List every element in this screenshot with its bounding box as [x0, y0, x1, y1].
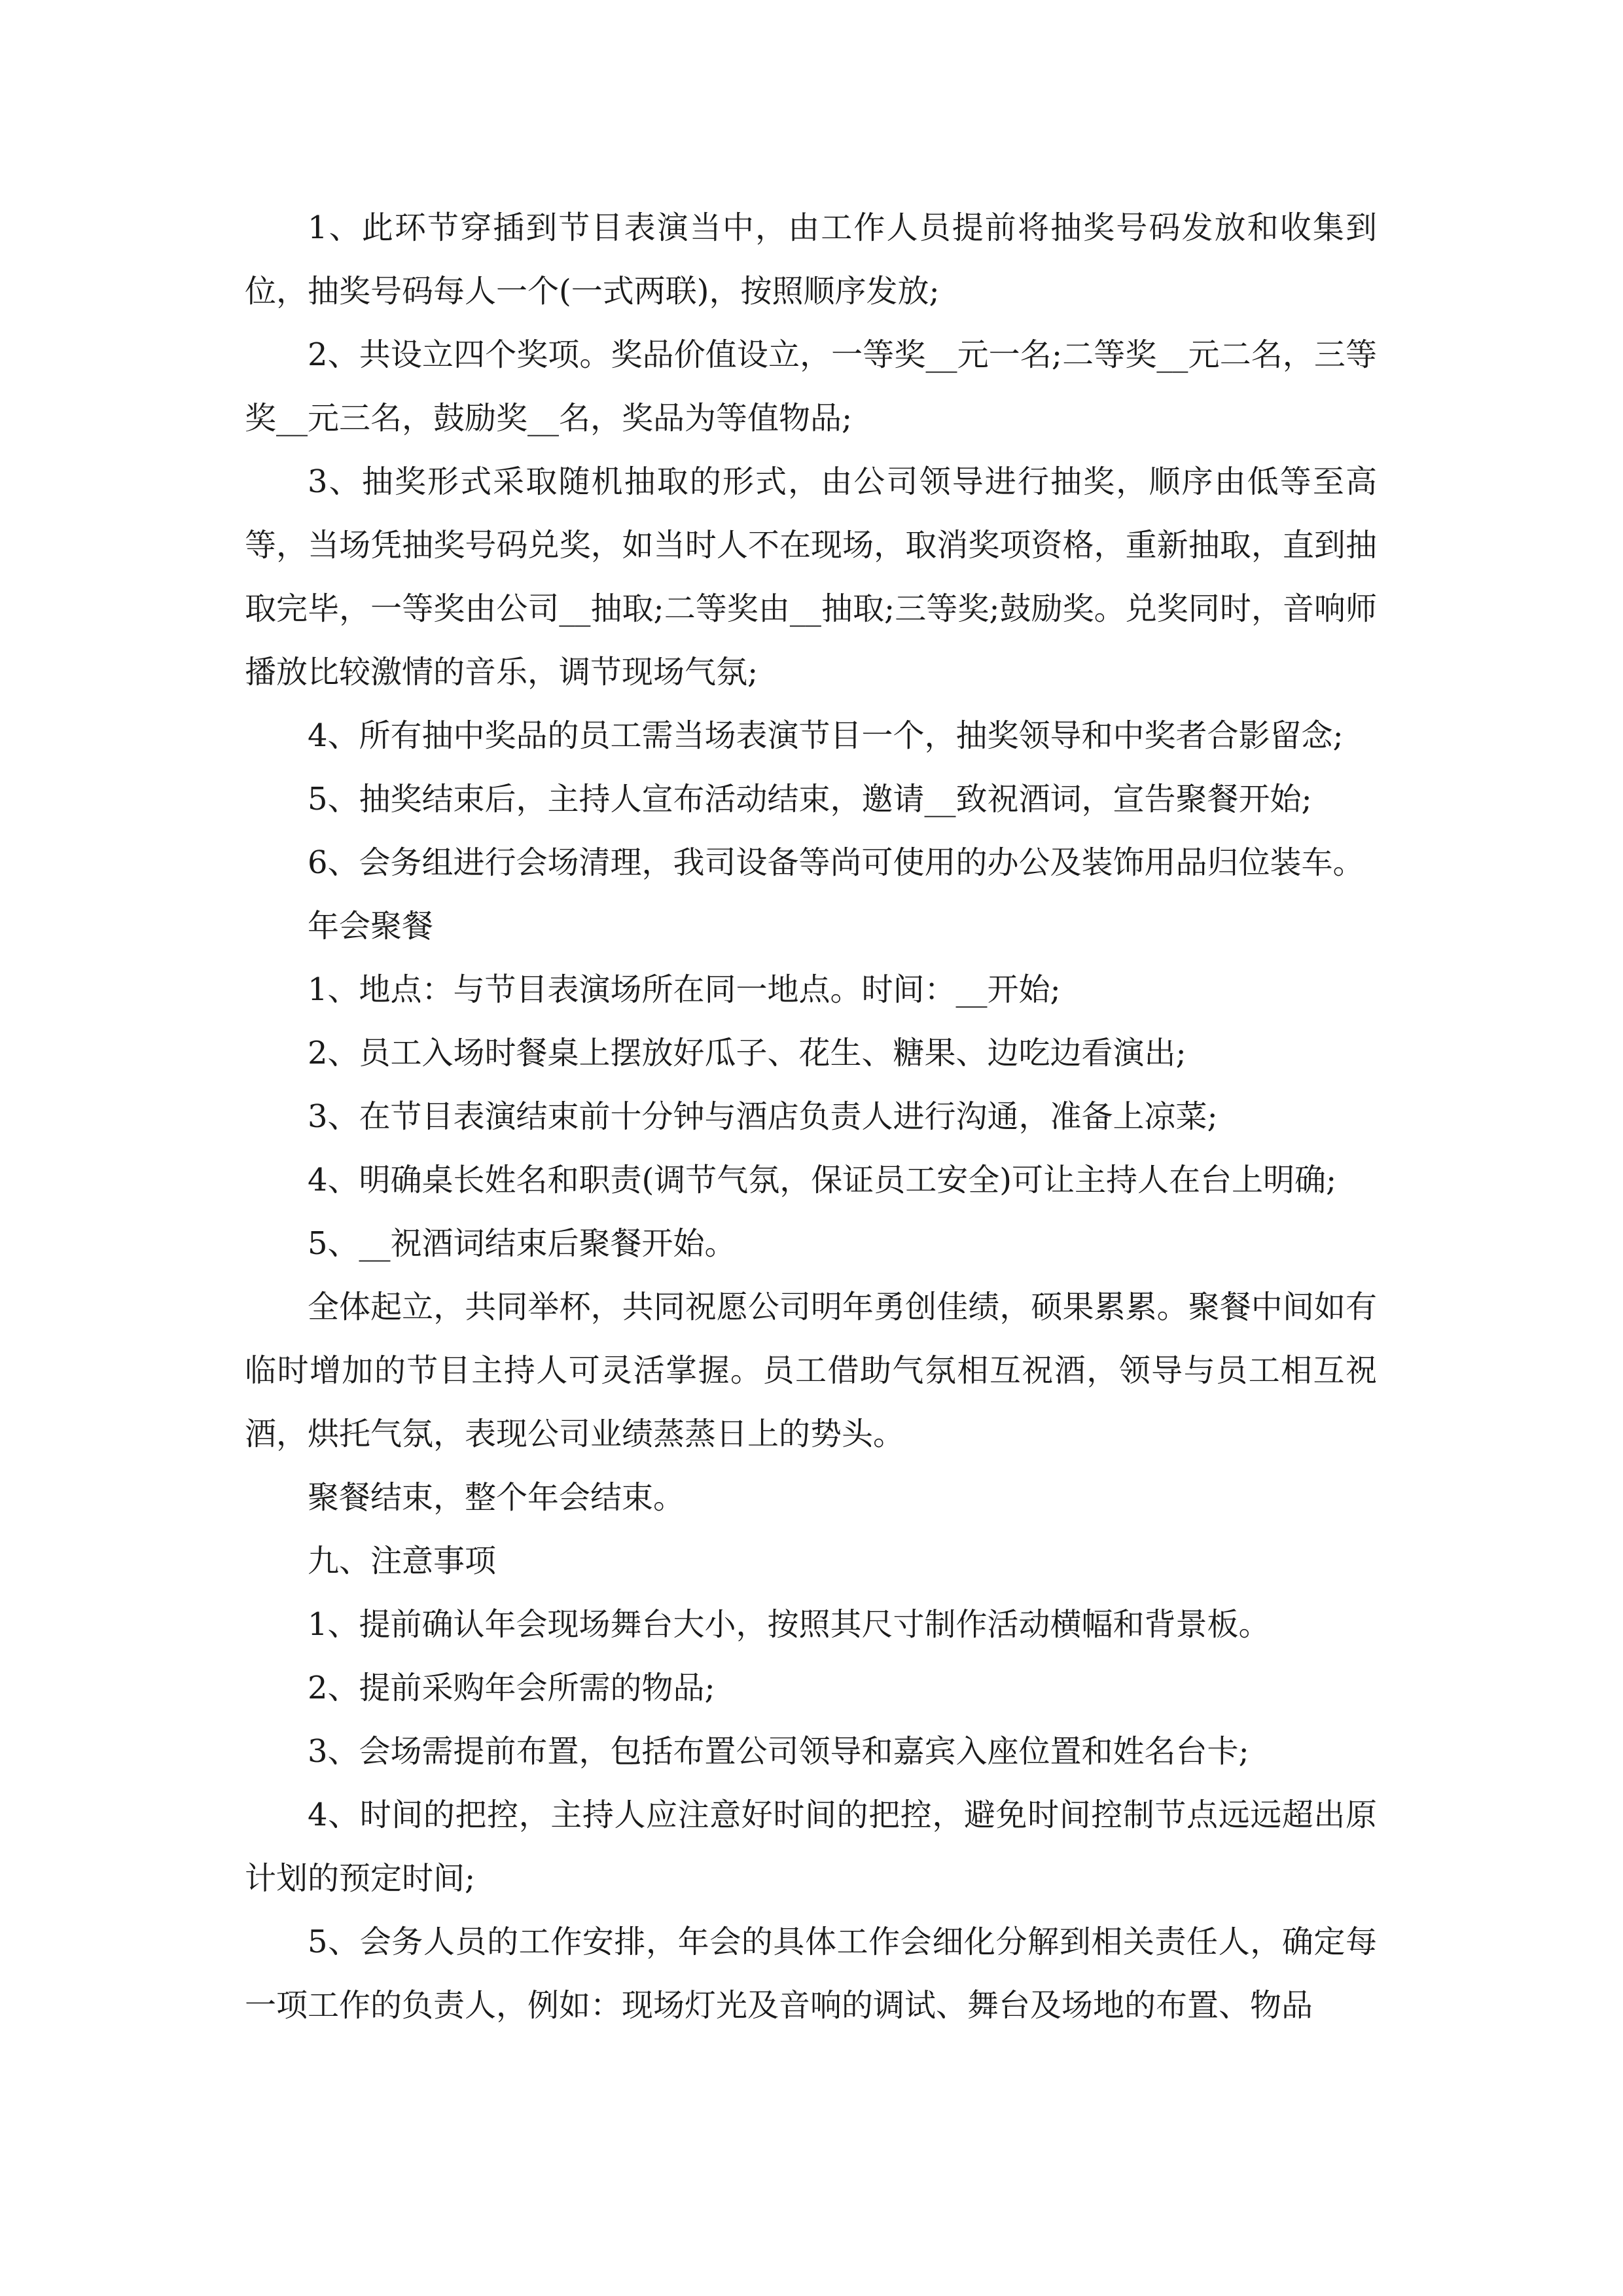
prize-draw-item-6: 6、会务组进行会场清理，我司设备等尚可使用的办公及装饰用品归位装车。	[308, 844, 1364, 881]
banquet-item-5: 5、__祝酒词结束后聚餐开始。	[308, 1225, 736, 1262]
prize-draw-item-5: 5、抽奖结束后，主持人宣布活动结束，邀请__致祝酒词，宣告聚餐开始;	[308, 781, 1312, 817]
banquet-closing: 聚餐结束，整个年会结束。	[308, 1479, 685, 1516]
section-heading-banquet: 年会聚餐	[308, 908, 434, 944]
banquet-description: 全体起立，共同举杯，共同祝愿公司明年勇创佳绩，硕果累累。聚餐中间如有临时增加的节目主持人可灵活掌握。员工借助气氛相互祝酒，领导与员工相互祝酒，烘托气氛，表现公司业绩蒸蒸日上的势头。	[245, 1289, 1377, 1452]
notes-item-4: 4、时间的把控，主持人应注意好时间的把控，避免时间控制节点远远超出原计划的预定时间;	[245, 1797, 1377, 1897]
banquet-item-2: 2、员工入场时餐桌上摆放好瓜子、花生、糖果、边吃边看演出;	[308, 1035, 1186, 1071]
banquet-item-1: 1、地点：与节目表演场所在同一地点。时间：__开始;	[308, 971, 1061, 1008]
prize-draw-item-4: 4、所有抽中奖品的员工需当场表演节目一个，抽奖领导和中奖者合影留念;	[308, 717, 1344, 754]
notes-item-3: 3、会场需提前布置，包括布置公司领导和嘉宾入座位置和姓名台卡;	[308, 1733, 1249, 1770]
notes-item-5: 5、会务人员的工作安排，年会的具体工作会细化分解到相关责任人，确定每一项工作的负责人，例如：现场灯光及音响的调试、舞台及场地的布置、物品	[245, 1924, 1377, 2024]
banquet-item-4: 4、明确桌长姓名和职责(调节气氛，保证员工安全)可让主持人在台上明确;	[308, 1162, 1337, 1198]
document-page	[245, 196, 1377, 2037]
banquet-item-3: 3、在节目表演结束前十分钟与酒店负责人进行沟通，准备上凉菜;	[308, 1098, 1218, 1135]
prize-draw-item-1: 1、此环节穿插到节目表演当中，由工作人员提前将抽奖号码发放和收集到位，抽奖号码每人一个(一式两联)，按照顺序发放;	[245, 209, 1377, 310]
notes-item-2: 2、提前采购年会所需的物品;	[308, 1670, 715, 1706]
prize-draw-item-3: 3、抽奖形式采取随机抽取的形式，由公司领导进行抽奖，顺序由低等至高等，当场凭抽奖号码兑奖，如当时人不在现场，取消奖项资格，重新抽取，直到抽取完毕，一等奖由公司__抽取;二等奖由__抽取;三等奖;鼓励奖。兑奖同时，音响师播放比较激情的音乐，调节现场气氛;	[245, 463, 1377, 691]
section-heading-notes: 九、注意事项	[308, 1543, 497, 1579]
notes-item-1: 1、提前确认年会现场舞台大小，按照其尺寸制作活动横幅和背景板。	[308, 1606, 1270, 1643]
prize-draw-item-2: 2、共设立四个奖项。奖品价值设立，一等奖__元一名;二等奖__元二名，三等奖__元三名，鼓励奖__名，奖品为等值物品;	[245, 336, 1377, 437]
